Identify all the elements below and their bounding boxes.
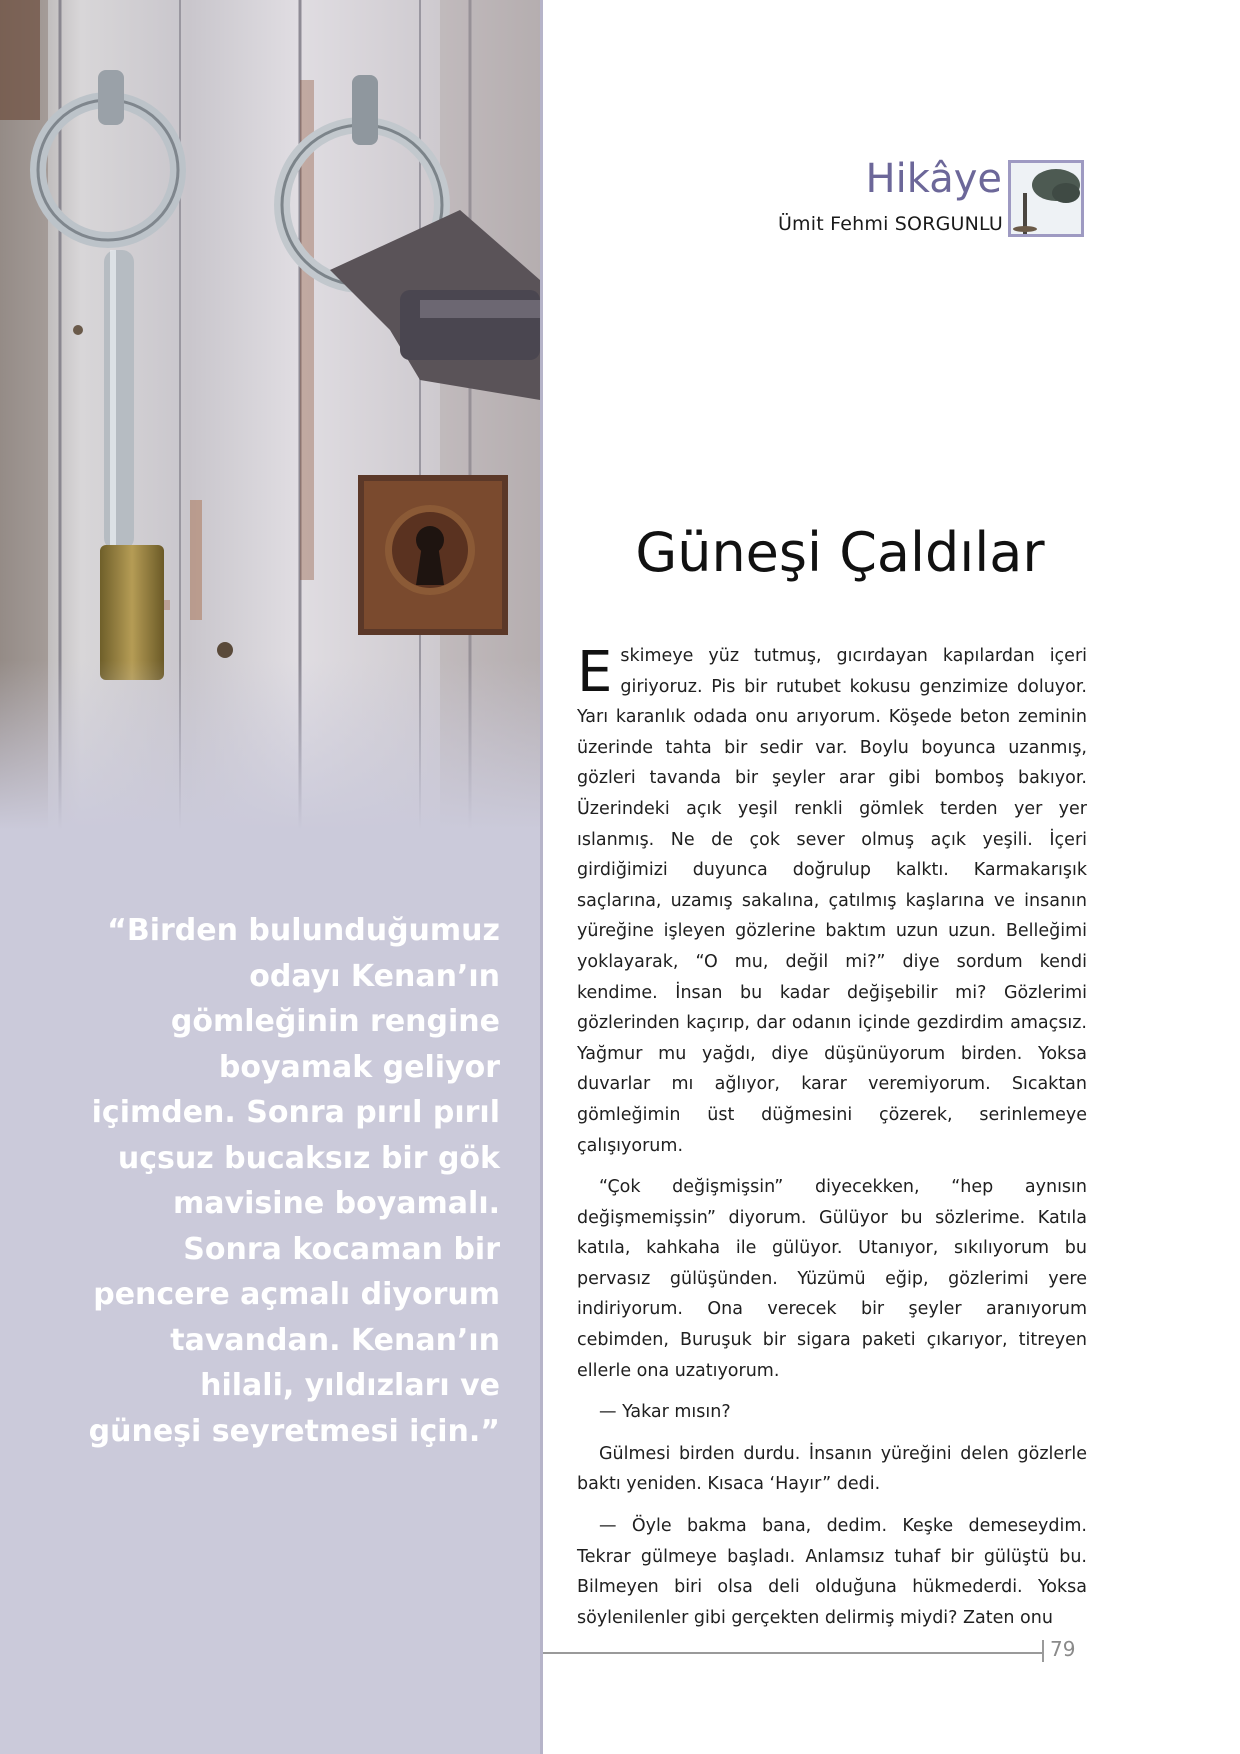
author-name: Ümit Fehmi SORGUNLU bbox=[777, 213, 1003, 235]
paragraph-3: — Yakar mısın? bbox=[599, 1402, 731, 1423]
footer-rule bbox=[543, 1652, 1043, 1654]
story-title: Güneşi Çaldılar bbox=[635, 521, 1045, 584]
footer-tick bbox=[1042, 1640, 1044, 1662]
drop-cap: E bbox=[577, 640, 613, 705]
story-body bbox=[577, 641, 1087, 1644]
paragraph-text: skimeye yüz tutmuş, gıcırdayan kapılardan içeri giriyoruz. Pis bir rutubet kokusu genzimize doluyor. Yarı karanlık odada onu arıyorum. Köşede beton zeminin üzerinde tahta bir sedir var. Boylu boyunca uzanmış, gözleri tavanda bir şeyler arar gibi bomboş bakıyor. Üzerindeki açık yeşil renkli gömlek terden yer yer ıslanmış. Ne de çok sever olmuş açık yeşili. İçeri girdiğimizi duyunca doğrulup kalktı. Karmakarışık saçlarına, uzamış sakalına, çatılmış kaşlarına ve insanın yüreğine işleyen gözlerine baktım uzun uzun. Belleğimi yoklayarak, “O mu, değil mi?” diye sordum kendi kendime. İnsan bu kadar değişebilir mi? Gözlerimi gözlerinden kaçırıp, dar odanın içinde gezdirdim amaçsız. Yağmur mu yağdı, diye düşünüyorum birden. Yoksa duvarlar mı ağlıyor, karar veremiyorum. Sıcaktan gömleğimin üst düğmesini çözerek, serinlemeye çalışıyorum. bbox=[577, 646, 1087, 1156]
section-thumbnail bbox=[1008, 160, 1084, 237]
paragraph-5: — Öyle bakma bana, dedim. Keşke demeseydim. Tekrar gülmeye başladı. Anlamsız tuhaf bir gülüştü bu. Bilmeyen biri olsa deli olduğuna hükmederdi. Yoksa söylenilenler gibi gerçekten delirmiş miydi? Zaten onu bbox=[577, 1516, 1087, 1628]
door-lock-illustration bbox=[0, 0, 540, 830]
left-sidebar bbox=[0, 0, 540, 1754]
paragraph-2: “Çok değişmişsin” diyecekken, “hep aynısın değişmemişsin” diyorum. Gülüyor bu sözlerime. Katıla katıla, kahkaha ile gülüyor. Utanıyor, sıkılıyorum bu pervasız gülüşünden. Yüzümü eğip, gözlerimi yere indiriyorum. Ona verecek bir şeyler aranıyorum cebimden, Buruşuk bir sigara paketi çıkarıyor, titreyen ellerle ona uzatıyorum. bbox=[577, 1177, 1087, 1381]
paragraph-1 bbox=[577, 641, 1087, 1161]
tree-silhouette-icon bbox=[1011, 163, 1081, 234]
door-lock-photo bbox=[0, 0, 540, 830]
pull-quote: “Birden bulunduğumuz odayı Kenan’ın gömleğinin rengine boyamak geliyor içimden. Sonra pırıl pırıl uçsuz bucaksız bir gök mavisine boyamalı. Sonra kocaman bir pencere açmalı diyorum tavandan. Kenan’ın hilali, yıldızları ve güneşi seyretmesi için.” bbox=[88, 913, 500, 1449]
section-title: Hikâye bbox=[865, 156, 1002, 202]
column-divider bbox=[540, 0, 543, 1754]
page-number: 79 bbox=[1050, 1637, 1076, 1661]
paragraph-4: Gülmesi birden durdu. İnsanın yüreğini delen gözlerle baktı yeniden. Kısaca ‘Hayır” dedi. bbox=[577, 1443, 1087, 1495]
